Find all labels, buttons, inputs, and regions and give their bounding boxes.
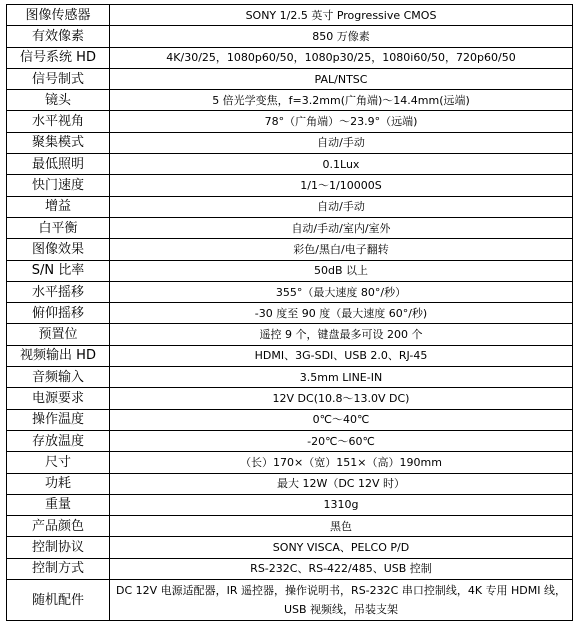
spec-label: 功耗 [7, 473, 110, 494]
spec-value: RS-232C、RS-422/485、USB 控制 [110, 558, 573, 579]
spec-value: 4K/30/25，1080p60/50，1080p30/25，1080i60/50，720p60/50 [110, 47, 573, 68]
spec-value: 0℃～40℃ [110, 409, 573, 430]
spec-label: 有效像素 [7, 26, 110, 47]
spec-label: 俯仰摇移 [7, 303, 110, 324]
spec-label: 控制方式 [7, 558, 110, 579]
spec-label: 电源要求 [7, 388, 110, 409]
spec-table [6, 4, 573, 621]
table-row [7, 580, 573, 621]
spec-label: 控制协议 [7, 537, 110, 558]
table-row [7, 430, 573, 451]
spec-value: 355°（最大速度 80°/秒） [110, 281, 573, 302]
spec-value: 最大 12W（DC 12V 时） [110, 473, 573, 494]
spec-value: HDMI、3G-SDI、USB 2.0、RJ-45 [110, 345, 573, 366]
spec-value: 黑色 [110, 516, 573, 537]
spec-label: 图像传感器 [7, 5, 110, 26]
spec-value: 3.5mm LINE-IN [110, 367, 573, 388]
spec-label: 尺寸 [7, 452, 110, 473]
spec-value: 自动/手动 [110, 132, 573, 153]
spec-label: 视频输出 HD [7, 345, 110, 366]
spec-label: 随机配件 [7, 580, 110, 621]
spec-value: 彩色/黑白/电子翻转 [110, 239, 573, 260]
table-row [7, 537, 573, 558]
table-row [7, 196, 573, 217]
table-row [7, 68, 573, 89]
table-row [7, 154, 573, 175]
table-row [7, 324, 573, 345]
table-row [7, 260, 573, 281]
table-row [7, 26, 573, 47]
table-row [7, 452, 573, 473]
spec-value: 78°（广角端）～23.9°（远端) [110, 111, 573, 132]
spec-value: 50dB 以上 [110, 260, 573, 281]
table-row [7, 175, 573, 196]
spec-value: 遥控 9 个，键盘最多可设 200 个 [110, 324, 573, 345]
spec-sheet [6, 4, 572, 621]
spec-value: SONY 1/2.5 英寸 Progressive CMOS [110, 5, 573, 26]
table-row [7, 494, 573, 515]
spec-value: 自动/手动 [110, 196, 573, 217]
spec-label: 操作温度 [7, 409, 110, 430]
spec-label: 镜头 [7, 90, 110, 111]
spec-value: 850 万像素 [110, 26, 573, 47]
spec-value: 0.1Lux [110, 154, 573, 175]
table-row [7, 239, 573, 260]
spec-label: 水平视角 [7, 111, 110, 132]
spec-label: 音频输入 [7, 367, 110, 388]
spec-value: 自动/手动/室内/室外 [110, 217, 573, 238]
spec-label: 白平衡 [7, 217, 110, 238]
spec-value: 1/1～1/10000S [110, 175, 573, 196]
spec-label: 产品颜色 [7, 516, 110, 537]
spec-label: 存放温度 [7, 430, 110, 451]
spec-value: DC 12V 电源适配器，IR 遥控器，操作说明书，RS-232C 串口控制线，4K 专用 HDMI 线，USB 视频线，吊装支架 [110, 580, 573, 621]
spec-label: S/N 比率 [7, 260, 110, 281]
spec-label: 增益 [7, 196, 110, 217]
spec-value: 12V DC(10.8～13.0V DC) [110, 388, 573, 409]
spec-value: 5 倍光学变焦，f=3.2mm(广角端)～14.4mm(远端) [110, 90, 573, 111]
spec-label: 预置位 [7, 324, 110, 345]
spec-value: PAL/NTSC [110, 68, 573, 89]
spec-value: SONY VISCA、PELCO P/D [110, 537, 573, 558]
table-row [7, 473, 573, 494]
spec-value: -20℃～60℃ [110, 430, 573, 451]
table-row [7, 5, 573, 26]
table-row [7, 132, 573, 153]
table-row [7, 367, 573, 388]
table-row [7, 47, 573, 68]
spec-label: 图像效果 [7, 239, 110, 260]
spec-label: 水平摇移 [7, 281, 110, 302]
spec-value: （长）170×（宽）151×（高）190mm [110, 452, 573, 473]
table-row [7, 388, 573, 409]
table-row [7, 217, 573, 238]
spec-label: 重量 [7, 494, 110, 515]
table-row [7, 516, 573, 537]
spec-label: 信号系统 HD [7, 47, 110, 68]
spec-label: 聚集模式 [7, 132, 110, 153]
spec-label: 信号制式 [7, 68, 110, 89]
table-row [7, 111, 573, 132]
spec-value: -30 度至 90 度（最大速度 60°/秒) [110, 303, 573, 324]
table-row [7, 558, 573, 579]
table-row [7, 409, 573, 430]
spec-label: 最低照明 [7, 154, 110, 175]
table-row [7, 90, 573, 111]
table-row [7, 345, 573, 366]
spec-label: 快门速度 [7, 175, 110, 196]
table-row [7, 303, 573, 324]
table-row [7, 281, 573, 302]
spec-value: 1310g [110, 494, 573, 515]
